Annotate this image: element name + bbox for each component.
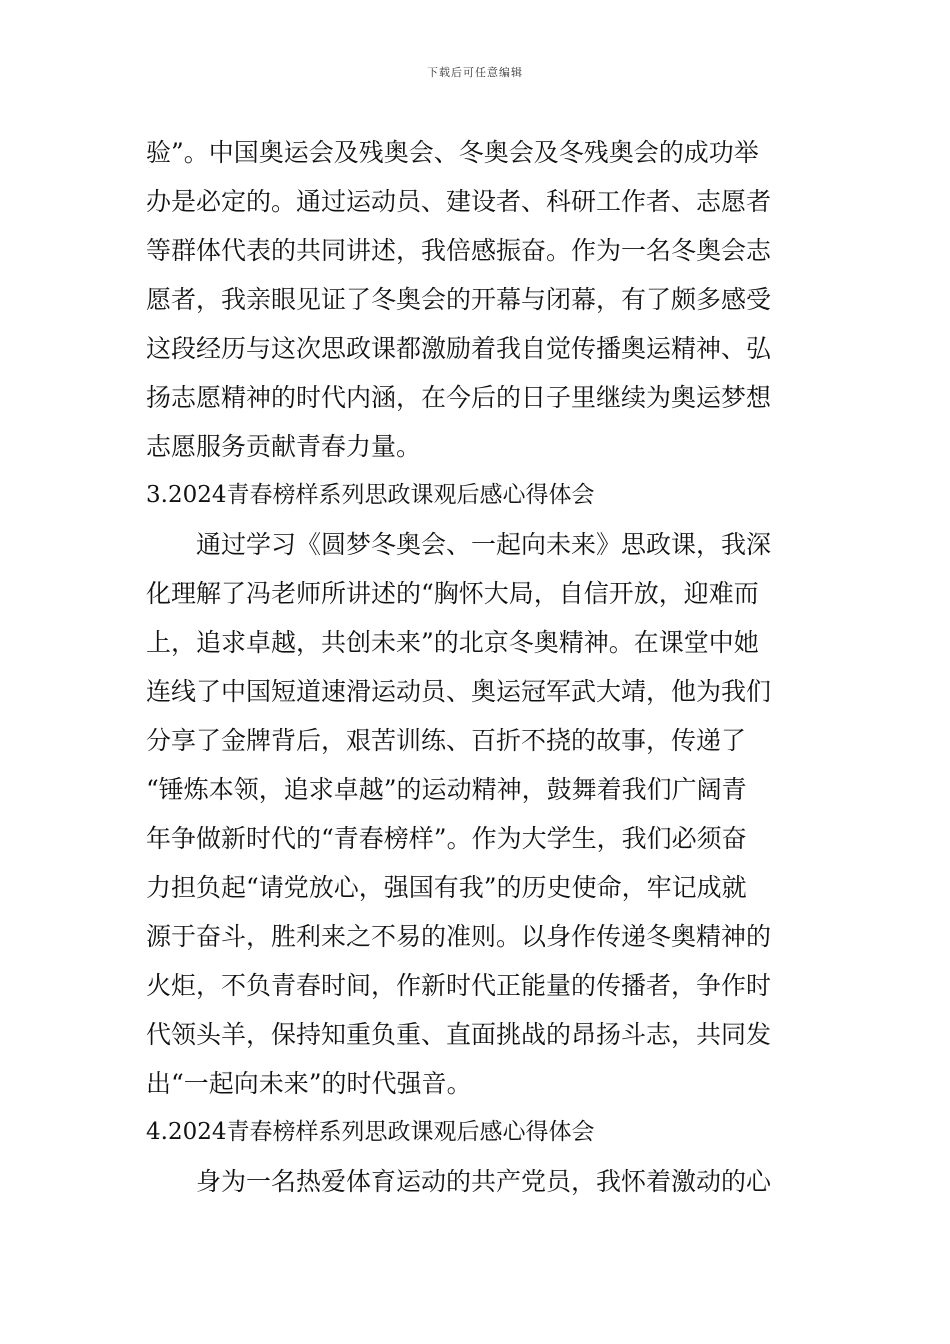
page-header: 下载后可任意编辑	[427, 66, 523, 79]
text-line: 验”。中国奥运会及残奥会、冬奥会及冬残奥会的成功举	[146, 138, 759, 167]
text-line: 出“一起向未来”的时代强音。	[146, 1069, 472, 1098]
text-line: 上，追求卓越，共创未来”的北京冬奥精神。在课堂中她	[146, 628, 759, 657]
text-line: 年争做新时代的“青春榜样”。作为大学生，我们必须奋	[146, 824, 747, 853]
section-heading-3: 3.2024青春榜样系列思政课观后感心得体会	[146, 482, 595, 508]
text-line: 力担负起“请党放心，强国有我”的历史使命，牢记成就	[146, 873, 747, 902]
text-line: 火炬，不负青春时间，作新时代正能量的传播者，争作时	[146, 971, 772, 1000]
text-line: 身为一名热爱体育运动的共产党员，我怀着激动的心	[146, 1167, 772, 1196]
text-line: 源于奋斗，胜利来之不易的准则。以身作传递冬奥精神的	[146, 922, 772, 951]
section-heading-4: 4.2024青春榜样系列思政课观后感心得体会	[146, 1119, 595, 1145]
text-line: 化理解了冯老师所讲述的“胸怀大局，自信开放，迎难而	[146, 579, 759, 608]
text-line: 通过学习《圆梦冬奥会、一起向未来》思政课，我深	[146, 530, 772, 559]
text-line: 这段经历与这次思政课都激励着我自觉传播奥运精神、弘	[146, 334, 772, 363]
text-line: “锤炼本领，追求卓越”的运动精神，鼓舞着我们广阔青	[146, 775, 747, 804]
text-line: 志愿服务贡献青春力量。	[146, 432, 422, 461]
text-line: 代领头羊，保持知重负重、直面挑战的昂扬斗志，共同发	[146, 1020, 772, 1049]
text-line: 等群体代表的共同讲述，我倍感振奋。作为一名冬奥会志	[146, 236, 772, 265]
text-line: 扬志愿精神的时代内涵，在今后的日子里继续为奥运梦想	[146, 383, 772, 412]
text-line: 分享了金牌背后，艰苦训练、百折不挠的故事，传递了	[146, 726, 747, 755]
text-line: 连线了中国短道速滑运动员、奥运冠军武大靖，他为我们	[146, 677, 772, 706]
text-line: 办是必定的。通过运动员、建设者、科研工作者、志愿者	[146, 187, 772, 216]
document-body	[146, 128, 806, 1206]
text-line: 愿者，我亲眼见证了冬奥会的开幕与闭幕，有了颇多感受	[146, 285, 772, 314]
